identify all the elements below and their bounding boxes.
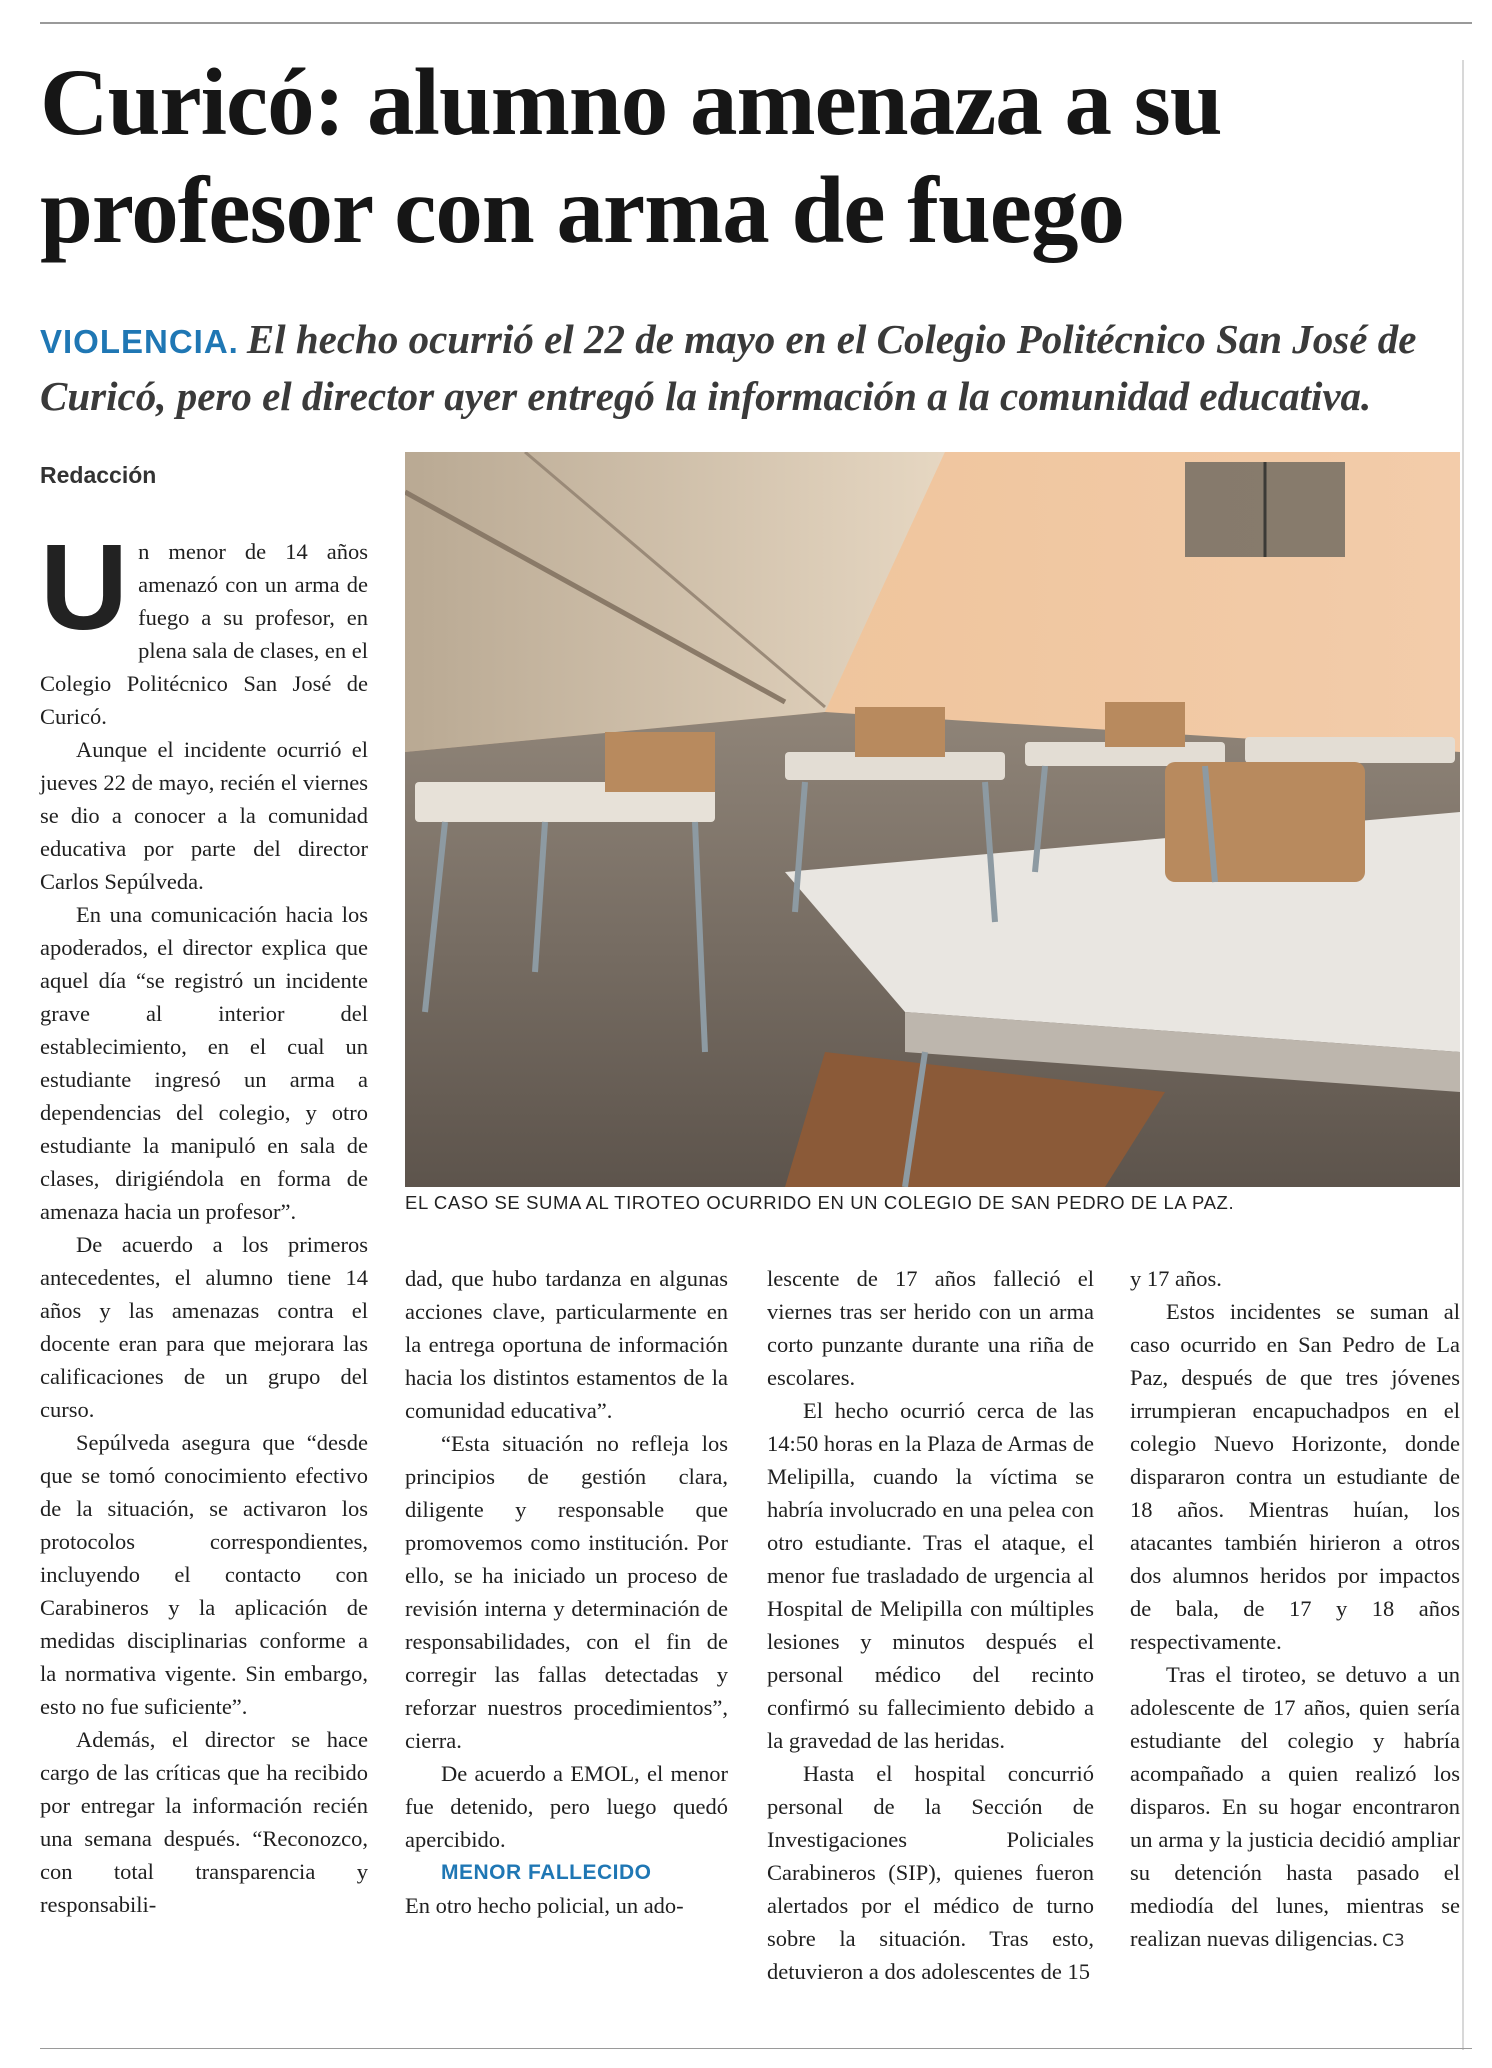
- paragraph: dad, que hubo tardanza en algunas acciones clave, particularmente en la entrega oportuna de información hacia los distintos estamentos de la comunidad educativa”.: [405, 1266, 728, 1423]
- headline: Curicó: alumno amenaza a su profesor con arma de fuego: [40, 49, 1222, 263]
- paragraph: El hecho ocurrió cerca de las 14:50 horas en la Plaza de Armas de Melipilla, cuando la víctima se habría involucrado en una pelea con otro estudiante. Tras el ataque, el menor fue trasladado de urgencia al Hospital de Melipilla con múltiples lesiones y minutos después el personal médico del recinto confirmó su fallecimiento debido a la gravedad de las heridas.: [767, 1398, 1094, 1753]
- end-mark: C3: [1382, 1931, 1405, 1951]
- deck-kicker: VIOLENCIA.: [40, 323, 239, 360]
- article-column-2: [405, 1262, 728, 1922]
- article-column-4: [1130, 1262, 1460, 1958]
- column-rule-right: [1462, 60, 1464, 2050]
- byline: Redacción: [40, 462, 157, 488]
- paragraph: Sepúlveda asegura que “desde que se tomó conocimiento efectivo de la situación, se activaron los protocolos correspondientes, incluyendo el contacto con Carabineros y la aplicación de medidas disciplinarias conforme a la normativa vigente. Sin embargo, esto no fue suficiente”.: [40, 1430, 368, 1719]
- paragraph-text: Tras el tiroteo, se detuvo a un adolescente de 17 años, quien sería estudiante del colegio y habría acompañado a quien realizó los disparos. En su hogar encontraron un arma y la justicia decidió ampliar su detención hasta pasado el mediodía del lunes, mientras se realizan nuevas diligencias.: [1130, 1662, 1460, 1951]
- section-subhead: MENOR FALLECIDO: [441, 1861, 652, 1884]
- paragraph: y 17 años.: [1130, 1266, 1222, 1291]
- paragraph: “Esta situación no refleja los principios de gestión clara, diligente y responsable que promovemos como institución. Por ello, se ha iniciado un proceso de revisión interna y determinación de responsabilidades, con el fin de corregir las fallas detectadas y reforzar nuestros procedimientos”, cierra.: [405, 1431, 728, 1753]
- paragraph: [1130, 1658, 1460, 1958]
- paragraph: n menor de 14 años amenazó con un arma de fuego a su profesor, en plena sala de clases, en el Colegio Politécnico San José de Curicó.: [40, 539, 368, 729]
- classroom-photo: [405, 452, 1460, 1187]
- article-column-1: [40, 519, 368, 1921]
- paragraph: En otro hecho policial, un ado-: [405, 1893, 684, 1918]
- deck-text: El hecho ocurrió el 22 de mayo en el Colegio Politécnico San José de Curicó, pero el director ayer entregó la información a la comunidad educativa.: [40, 316, 1417, 419]
- bottom-rule: [40, 2048, 1472, 2049]
- paragraph: De acuerdo a los primeros antecedentes, el alumno tiene 14 años y las amenazas contra el docente eran para que mejorara las calificaciones de un grupo del curso.: [40, 1232, 368, 1422]
- paragraph: De acuerdo a EMOL, el menor fue detenido, pero luego quedó apercibido.: [405, 1761, 728, 1852]
- deck: [40, 312, 1440, 423]
- dropcap: U: [40, 519, 129, 655]
- photo-caption: EL CASO SE SUMA AL TIROTEO OCURRIDO EN UN COLEGIO DE SAN PEDRO DE LA PAZ.: [405, 1192, 1235, 1213]
- paragraph: Estos incidentes se suman al caso ocurrido en San Pedro de La Paz, después de que tres jóvenes irrumpieran encapuchadpos en el colegio Nuevo Horizonte, donde dispararon contra un estudiante de 18 años. Mientras huían, los atacantes también hirieron a otros dos alumnos heridos por impactos de bala, de 17 y 18 años respectivamente.: [1130, 1299, 1460, 1654]
- paragraph: Hasta el hospital concurrió personal de la Sección de Investigaciones Policiales Carabineros (SIP), quienes fueron alertados por el médico de turno sobre la situación. Tras esto, detuvieron a dos adolescentes de 15: [767, 1761, 1094, 1984]
- article-column-3: [767, 1262, 1094, 1988]
- paragraph: Aunque el incidente ocurrió el jueves 22 de mayo, recién el viernes se dio a conocer a la comunidad educativa por parte del director Carlos Sepúlveda.: [40, 737, 368, 894]
- classroom-photo-icon: [405, 452, 1460, 1187]
- top-rule: [40, 22, 1472, 24]
- paragraph: Además, el director se hace cargo de las críticas que ha recibido por entregar la información recién una semana después. “Reconozco, con total transparencia y responsabili-: [40, 1727, 368, 1917]
- paragraph: En una comunicación hacia los apoderados, el director explica que aquel día “se registró un incidente grave al interior del establecimiento, en el cual un estudiante ingresó un arma a dependencias del colegio, y otro estudiante la manipuló en sala de clases, dirigiéndola en forma de amenaza hacia un profesor”.: [40, 902, 368, 1224]
- paragraph: lescente de 17 años falleció el viernes tras ser herido con un arma corto punzante durante una riña de escolares.: [767, 1266, 1094, 1390]
